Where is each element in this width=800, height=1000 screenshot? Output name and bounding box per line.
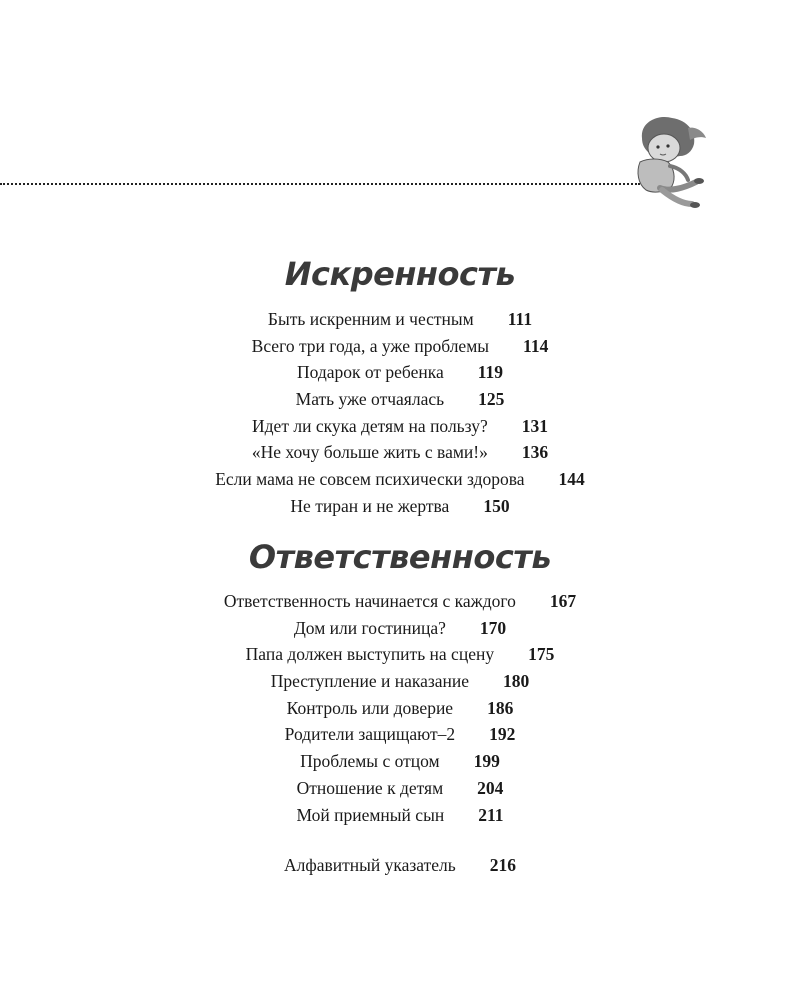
toc-entry-text: Контроль или доверие [286, 697, 454, 718]
child-sitting-illustration [600, 108, 730, 228]
toc-page-number: 125 [478, 389, 505, 410]
section-title-sincerity: Искренность [284, 255, 516, 293]
toc-entry-text: Мой приемный сын [296, 804, 445, 825]
toc-list-sincerity [0, 306, 800, 520]
toc-entry[interactable] [0, 641, 800, 668]
toc-entry[interactable] [0, 721, 800, 748]
toc-entry-text: Родители защищают–2 [284, 724, 456, 745]
toc-page-number: 192 [489, 724, 516, 745]
toc-entry[interactable] [0, 466, 800, 493]
toc-entry[interactable] [0, 359, 800, 386]
toc-entry-text: Всего три года, а уже проблемы [251, 335, 490, 356]
toc-entry-text: Ответственность начинается с каждого [223, 591, 516, 611]
toc-entry-text: Быть искренним и честным [267, 309, 474, 329]
toc-entry-text: Папа должен выступить на сцену [245, 644, 495, 665]
toc-entry[interactable] [0, 668, 800, 695]
toc-entry-text: Преступление и наказание [270, 671, 470, 692]
toc-entry-text: Проблемы с отцом [300, 751, 440, 772]
toc-page-number: 186 [487, 697, 514, 718]
toc-entry-text: Идет ли скука детям на пользу? [252, 415, 488, 436]
toc-entry[interactable] [0, 493, 800, 520]
index-text: Алфавитный указатель [284, 855, 456, 875]
toc-page-number: 170 [479, 617, 507, 638]
toc-entry[interactable] [0, 588, 800, 615]
toc-entry-text: Если мама не совсем психически здорова [215, 469, 525, 490]
toc-entry[interactable] [0, 615, 800, 642]
toc-entry[interactable] [0, 775, 800, 802]
toc-page-number: 131 [521, 415, 548, 436]
toc-page-number: 114 [523, 335, 549, 356]
toc-list-responsibility [0, 588, 800, 828]
toc-entry-text: Мать уже отчаялась [295, 389, 445, 410]
toc-entry-text: Отношение к детям [296, 777, 444, 798]
toc-page-number: 199 [473, 751, 500, 772]
toc-entry[interactable] [0, 386, 800, 413]
toc-entry[interactable] [0, 333, 800, 360]
toc-page-number: 111 [507, 309, 533, 329]
toc-entry-text: Дом или гостиница? [293, 617, 446, 638]
toc-page-number: 211 [478, 804, 504, 825]
toc-entry[interactable] [0, 306, 800, 333]
dotted-divider [0, 183, 640, 185]
toc-entry[interactable] [0, 413, 800, 440]
toc-entry-index[interactable] [0, 852, 800, 878]
toc-page-number: 144 [558, 469, 585, 490]
toc-page-number: 180 [503, 671, 530, 692]
toc-page-number: 175 [528, 644, 555, 665]
toc-entry-text: «Не хочу больше жить с вами!» [251, 442, 488, 463]
toc-entry[interactable] [0, 695, 800, 722]
index-page-number: 216 [489, 855, 516, 875]
toc-page-number: 119 [477, 362, 504, 383]
toc-entry[interactable] [0, 802, 800, 829]
toc-entry-text: Подарок от ребенка [296, 362, 444, 383]
section-title-responsibility: Ответственность [248, 538, 552, 576]
toc-entry[interactable] [0, 748, 800, 775]
toc-page-number: 204 [477, 777, 504, 798]
toc-page-number: 150 [483, 495, 510, 516]
toc-page-number: 167 [549, 591, 577, 611]
toc-entry-text: Не тиран и не жертва [290, 495, 450, 516]
toc-entry[interactable] [0, 439, 800, 466]
toc-page-number: 136 [521, 442, 549, 463]
